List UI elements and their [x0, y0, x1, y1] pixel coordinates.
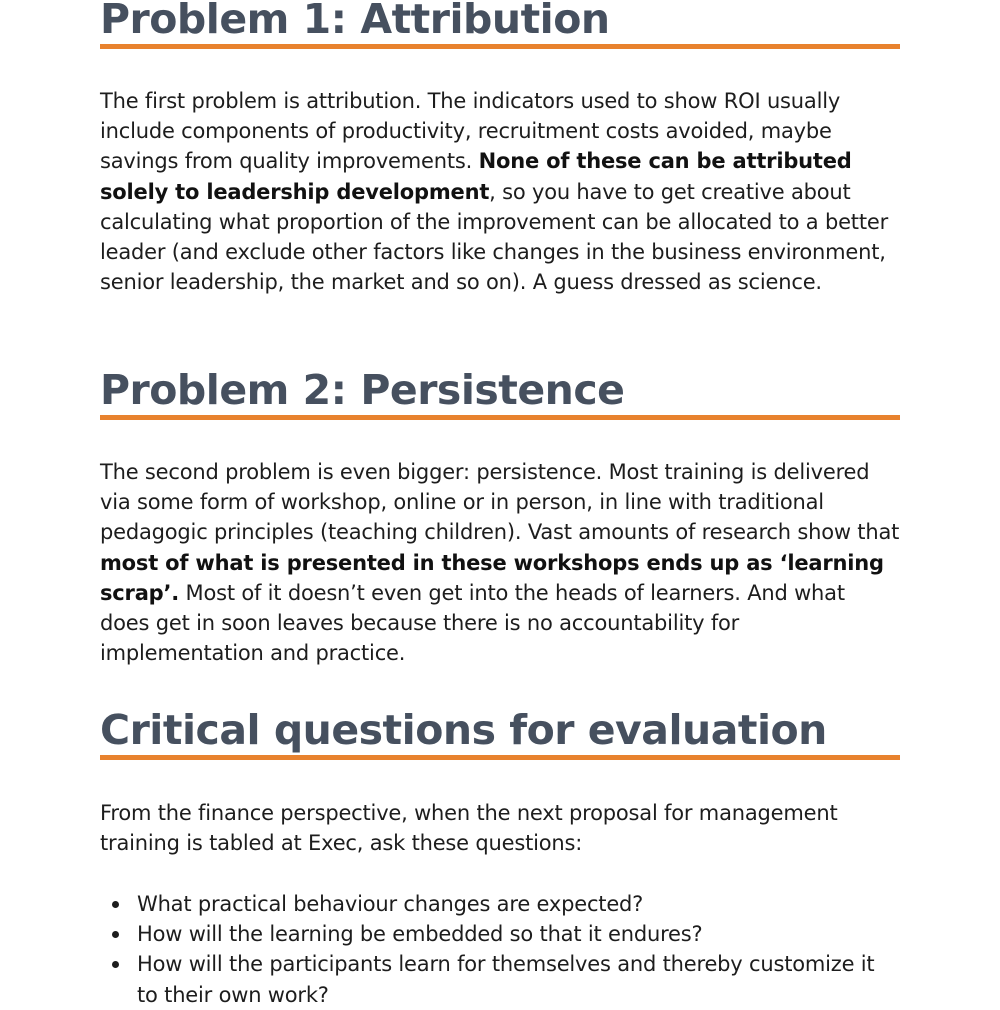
body-paragraph: From the finance perspective, when the next proposal for management training is tabled at Exec, ask these questions:: [100, 801, 838, 856]
bullet-list: [100, 889, 900, 1010]
list-item: [100, 889, 900, 919]
paragraph-emphasis: None of these can be attributed solely to leadership development: [100, 149, 852, 204]
section-critical-questions: [100, 707, 900, 753]
list-item: [100, 919, 900, 949]
rule-problem-2: [100, 415, 900, 420]
section-problem-2: [100, 367, 900, 413]
paragraph-critical-intro: [100, 798, 900, 858]
heading-problem-1: Problem 1: Attribution: [100, 0, 610, 43]
question-list: [100, 889, 900, 1010]
bullet-icon: [112, 961, 119, 968]
heading-problem-2: Problem 2: Persistence: [100, 366, 625, 414]
body-paragraph: [100, 457, 900, 668]
heading-underline: [100, 44, 900, 49]
paragraph-problem-1: [100, 86, 900, 297]
body-paragraph: [100, 86, 900, 297]
bullet-icon: [112, 931, 119, 938]
paragraph-text: Most of it doesn’t even get into the heads of learners. And what does get in soon leaves because there is no accountability for implementation and practice.: [100, 580, 845, 666]
paragraph-problem-2: [100, 457, 900, 668]
list-item: [100, 949, 900, 1009]
bullet-icon: [112, 901, 119, 908]
list-item-text: How will the participants learn for themselves and thereby customize it to their own work?: [137, 952, 875, 1007]
paragraph-text: The first problem is attribution. The indicators used to show ROI usually include components of productivity, recruitment costs avoided, maybe savings from quality improvements.: [100, 89, 841, 174]
rule-problem-1: [100, 44, 900, 49]
heading-underline: [100, 755, 900, 760]
paragraph-text: , so you have to get creative about calculating what proportion of the improvement can be allocated to a better leader (and exclude other factors like changes in the business environment, senior leadership, the market and so on). A guess dressed as science.: [100, 179, 889, 295]
section-problem-1: [100, 0, 900, 42]
paragraph-text: The second problem is even bigger: persistence. Most training is delivered via some form of workshop, online or in person, in line with traditional pedagogic principles (teaching children). Vast amounts of research show that: [100, 460, 900, 545]
heading-underline: [100, 415, 900, 420]
heading-critical-questions: Critical questions for evaluation: [100, 706, 827, 754]
paragraph-emphasis: most of what is presented in these workshops ends up as ‘learning scrap’.: [100, 550, 884, 605]
rule-critical-questions: [100, 755, 900, 760]
list-item-text: How will the learning be embedded so that it endures?: [137, 922, 703, 947]
list-item-text: What practical behaviour changes are expected?: [137, 892, 644, 916]
